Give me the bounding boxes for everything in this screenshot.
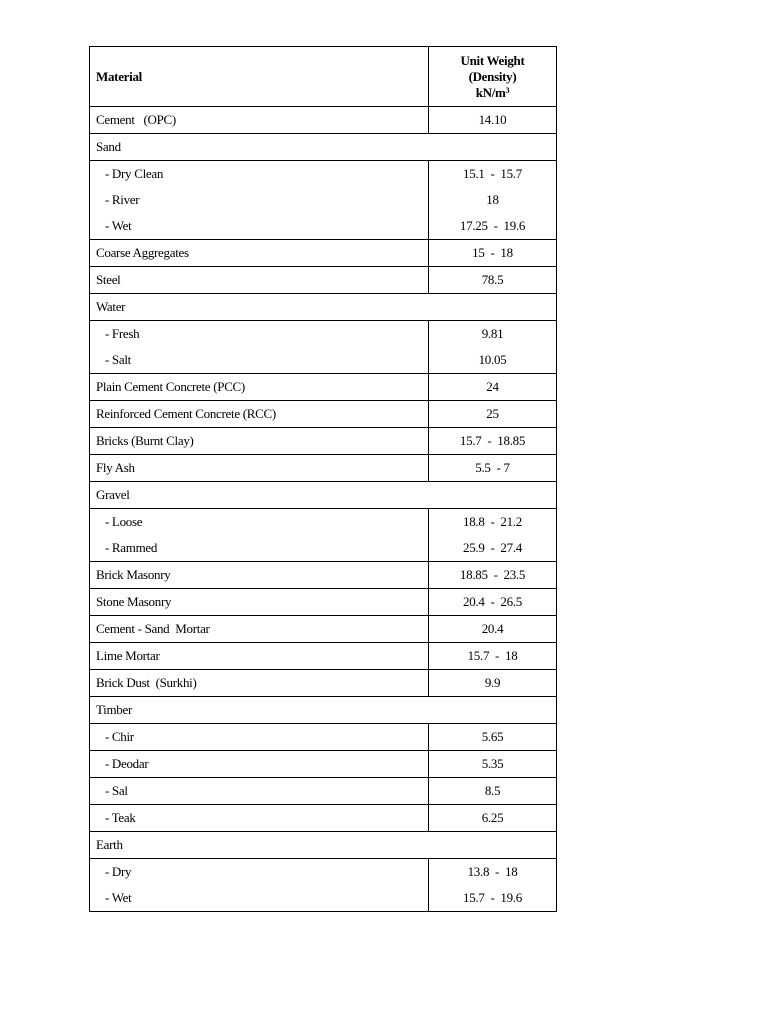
table-row bbox=[90, 859, 557, 886]
table-row bbox=[90, 562, 557, 589]
table-group-row bbox=[90, 697, 557, 724]
material-cell: - Sal bbox=[90, 778, 429, 805]
table-row bbox=[90, 778, 557, 805]
unit-weight-header-unit: kN/m bbox=[475, 84, 506, 100]
unit-weight-cell: 25.9 - 27.4 bbox=[429, 535, 557, 562]
unit-weight-cell: 15 - 18 bbox=[429, 240, 557, 267]
table-row bbox=[90, 616, 557, 643]
material-cell: Plain Cement Concrete (PCC) bbox=[90, 374, 429, 401]
table-row bbox=[90, 161, 557, 188]
material-cell: Reinforced Cement Concrete (RCC) bbox=[90, 401, 429, 428]
unit-weight-cell: 14.10 bbox=[429, 107, 557, 134]
unit-weight-cell: 5.65 bbox=[429, 724, 557, 751]
table-row bbox=[90, 455, 557, 482]
table-row bbox=[90, 805, 557, 832]
table-group-row bbox=[90, 832, 557, 859]
material-cell: - Deodar bbox=[90, 751, 429, 778]
unit-weight-cell: 18.85 - 23.5 bbox=[429, 562, 557, 589]
material-column-header bbox=[90, 47, 429, 107]
material-cell: Coarse Aggregates bbox=[90, 240, 429, 267]
unit-weight-table bbox=[89, 46, 557, 912]
material-cell: Brick Dust (Surkhi) bbox=[90, 670, 429, 697]
material-cell: - Dry bbox=[90, 859, 429, 886]
table-row bbox=[90, 213, 557, 240]
material-cell: Cement (OPC) bbox=[90, 107, 429, 134]
unit-weight-cell: 8.5 bbox=[429, 778, 557, 805]
table-row bbox=[90, 347, 557, 374]
group-label-cell: Sand bbox=[90, 134, 557, 161]
material-cell: Brick Masonry bbox=[90, 562, 429, 589]
table-group-row bbox=[90, 482, 557, 509]
unit-weight-cell: 15.1 - 15.7 bbox=[429, 161, 557, 188]
group-label-cell: Timber bbox=[90, 697, 557, 724]
table-row bbox=[90, 670, 557, 697]
material-cell: Stone Masonry bbox=[90, 589, 429, 616]
group-label-cell: Water bbox=[90, 294, 557, 321]
table-row bbox=[90, 240, 557, 267]
material-header-label: Material bbox=[96, 68, 142, 84]
table-row bbox=[90, 509, 557, 536]
unit-weight-cell: 20.4 - 26.5 bbox=[429, 589, 557, 616]
table-row bbox=[90, 643, 557, 670]
unit-weight-cell: 15.7 - 19.6 bbox=[429, 885, 557, 912]
material-cell: Bricks (Burnt Clay) bbox=[90, 428, 429, 455]
table-row bbox=[90, 374, 557, 401]
table-row bbox=[90, 751, 557, 778]
material-cell: - Rammed bbox=[90, 535, 429, 562]
table-row bbox=[90, 401, 557, 428]
unit-weight-cell: 9.9 bbox=[429, 670, 557, 697]
material-cell: Steel bbox=[90, 267, 429, 294]
unit-weight-column-header bbox=[429, 47, 557, 107]
unit-weight-cell: 5.35 bbox=[429, 751, 557, 778]
material-cell: - Fresh bbox=[90, 321, 429, 348]
unit-weight-cell: 9.81 bbox=[429, 321, 557, 348]
table-row bbox=[90, 885, 557, 912]
material-cell: - Salt bbox=[90, 347, 429, 374]
unit-weight-cell: 25 bbox=[429, 401, 557, 428]
unit-weight-cell: 13.8 - 18 bbox=[429, 859, 557, 886]
unit-weight-header-line1: Unit Weight bbox=[460, 52, 525, 68]
unit-weight-cell: 24 bbox=[429, 374, 557, 401]
material-cell: Lime Mortar bbox=[90, 643, 429, 670]
table-body bbox=[90, 107, 557, 912]
table-header-row bbox=[90, 47, 557, 107]
unit-weight-header-line2: (Density) bbox=[468, 68, 517, 84]
table-row bbox=[90, 321, 557, 348]
material-cell: - Wet bbox=[90, 885, 429, 912]
table-row bbox=[90, 535, 557, 562]
table-group-row bbox=[90, 134, 557, 161]
unit-weight-cell: 15.7 - 18 bbox=[429, 643, 557, 670]
material-cell: - Chir bbox=[90, 724, 429, 751]
table-row bbox=[90, 589, 557, 616]
unit-weight-cell: 18 bbox=[429, 187, 557, 213]
table-group-row bbox=[90, 294, 557, 321]
table-row bbox=[90, 107, 557, 134]
material-cell: - Wet bbox=[90, 213, 429, 240]
unit-weight-cell: 10.05 bbox=[429, 347, 557, 374]
group-label-cell: Gravel bbox=[90, 482, 557, 509]
material-cell: Fly Ash bbox=[90, 455, 429, 482]
unit-weight-cell: 20.4 bbox=[429, 616, 557, 643]
material-cell: - Loose bbox=[90, 509, 429, 536]
material-cell: Cement - Sand Mortar bbox=[90, 616, 429, 643]
unit-weight-cell: 17.25 - 19.6 bbox=[429, 213, 557, 240]
unit-weight-cell: 18.8 - 21.2 bbox=[429, 509, 557, 536]
unit-weight-cell: 78.5 bbox=[429, 267, 557, 294]
group-label-cell: Earth bbox=[90, 832, 557, 859]
material-cell: - River bbox=[90, 187, 429, 213]
material-cell: - Dry Clean bbox=[90, 161, 429, 188]
table-row bbox=[90, 724, 557, 751]
unit-weight-header-exponent: 3 bbox=[505, 85, 510, 95]
table-row bbox=[90, 428, 557, 455]
unit-weight-cell: 15.7 - 18.85 bbox=[429, 428, 557, 455]
unit-weight-cell: 6.25 bbox=[429, 805, 557, 832]
unit-weight-cell: 5.5 - 7 bbox=[429, 455, 557, 482]
material-cell: - Teak bbox=[90, 805, 429, 832]
table-row bbox=[90, 187, 557, 213]
table-row bbox=[90, 267, 557, 294]
